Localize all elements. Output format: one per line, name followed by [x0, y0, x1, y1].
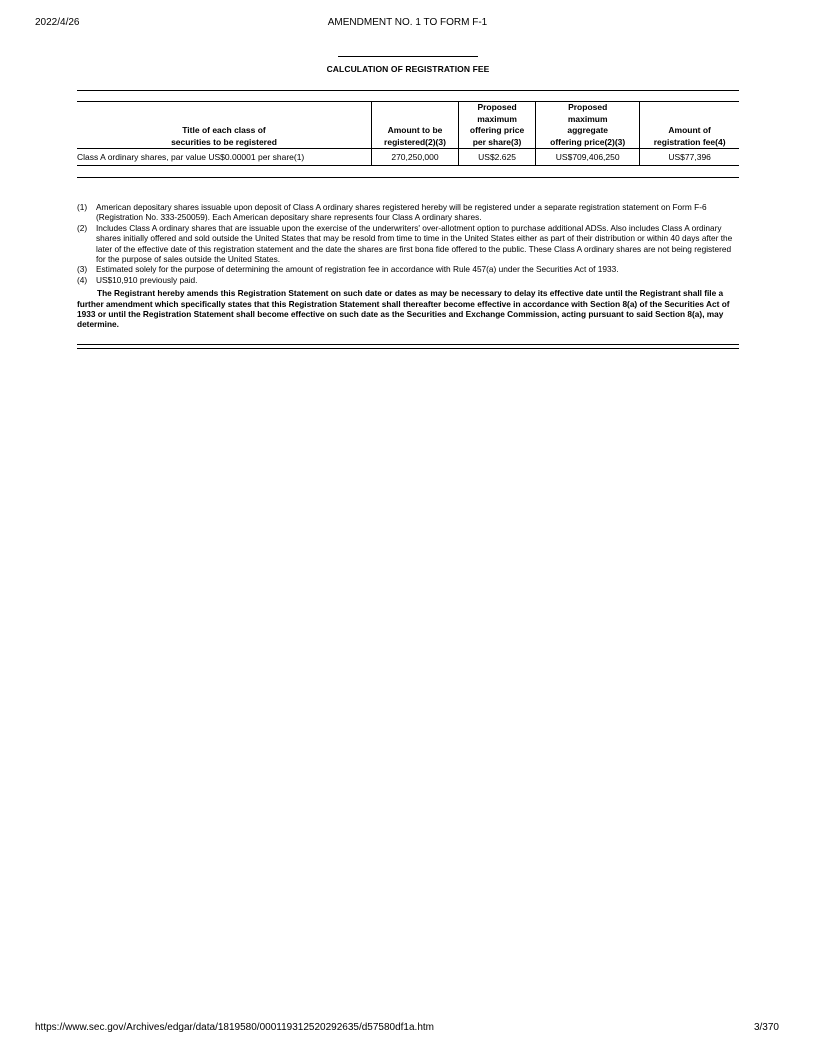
registration-fee-table [77, 101, 739, 166]
header-amount-registered: Amount to be registered(2)(3) [372, 102, 459, 149]
header-aggregate-price: Proposed maximum aggregate offering price(2)(3) [536, 102, 640, 149]
table-header-row [77, 102, 739, 149]
title-rule [338, 56, 478, 57]
print-page-number: 3/370 [753, 1022, 779, 1033]
footnote-number: (1) [77, 202, 88, 212]
footnotes [77, 202, 739, 330]
header-title-of-class: Title of each class of securities to be registered [77, 102, 372, 149]
cell-title-of-class: Class A ordinary shares, par value US$0.00001 per share(1) [77, 149, 372, 166]
footnote-3 [77, 264, 739, 274]
footnote-1 [77, 202, 739, 223]
fee-table-title: CALCULATION OF REGISTRATION FEE [326, 64, 490, 74]
print-date: 2022/4/26 [35, 17, 80, 28]
delaying-amendment-paragraph: The Registrant hereby amends this Registration Statement on such date or dates as may be necessary to delay its effective date until the Registrant shall file a further amendment which specifically states that this Registration Statement shall thereafter become effective in accordance with Section 8(a) of the Securities Act of 1933 or until the Registration Statement shall become effective on such date as the Securities and Exchange Commission, acting pursuant to said Section 8(a), may determine. [77, 288, 730, 330]
cell-aggregate-price: US$709,406,250 [536, 149, 640, 166]
footnote-text: Includes Class A ordinary shares that are issuable upon the exercise of the underwriters' over-allotment option to purchase additional ADSs. Also includes Class A ordinary shares initially offered and sold outside the United States that may be resold from time to time in the United States either as part of their distribution or within 40 days after the later of the effective date of this registration statement and the date the shares are first bona fide offered to the public. These Class A ordinary shares are not being registered for the purpose of sales outside the United States. [96, 222, 733, 265]
end-rule [77, 348, 739, 349]
document-body [77, 56, 739, 349]
footnote-4 [77, 275, 739, 285]
table-bottom-rule [77, 177, 739, 178]
header-registration-fee: Amount of registration fee(4) [640, 102, 739, 149]
cell-amount-registered: 270,250,000 [372, 149, 459, 166]
footnote-text: American depositary shares issuable upon deposit of Class A ordinary shares registered hereby will be registered under a separate registration statement on Form F-6 (Registration No. 333-250059). Each American depositary share represents four Class A ordinary shares. [96, 202, 707, 223]
table-top-rule [77, 90, 739, 91]
print-footer-url: https://www.sec.gov/Archives/edgar/data/1819580/000119312520292635/d57580df1a.htm [35, 1022, 434, 1033]
footnote-number: (4) [77, 274, 88, 285]
footnote-2 [77, 223, 739, 265]
header-price-per-share: Proposed maximum offering price per share(3) [458, 102, 535, 149]
table-row [77, 149, 739, 166]
cell-price-per-share: US$2.625 [458, 149, 535, 166]
footnote-text: US$10,910 previously paid. [96, 274, 198, 285]
end-rule [77, 344, 739, 345]
footnote-text: Estimated solely for the purpose of determining the amount of registration fee in accordance with Rule 457(a) under the Securities Act of 1933. [96, 264, 619, 275]
footnote-number: (3) [77, 264, 88, 275]
cell-registration-fee: US$77,396 [640, 149, 739, 166]
footnote-number: (2) [77, 222, 88, 233]
print-header-title: AMENDMENT NO. 1 TO FORM F-1 [327, 17, 488, 28]
